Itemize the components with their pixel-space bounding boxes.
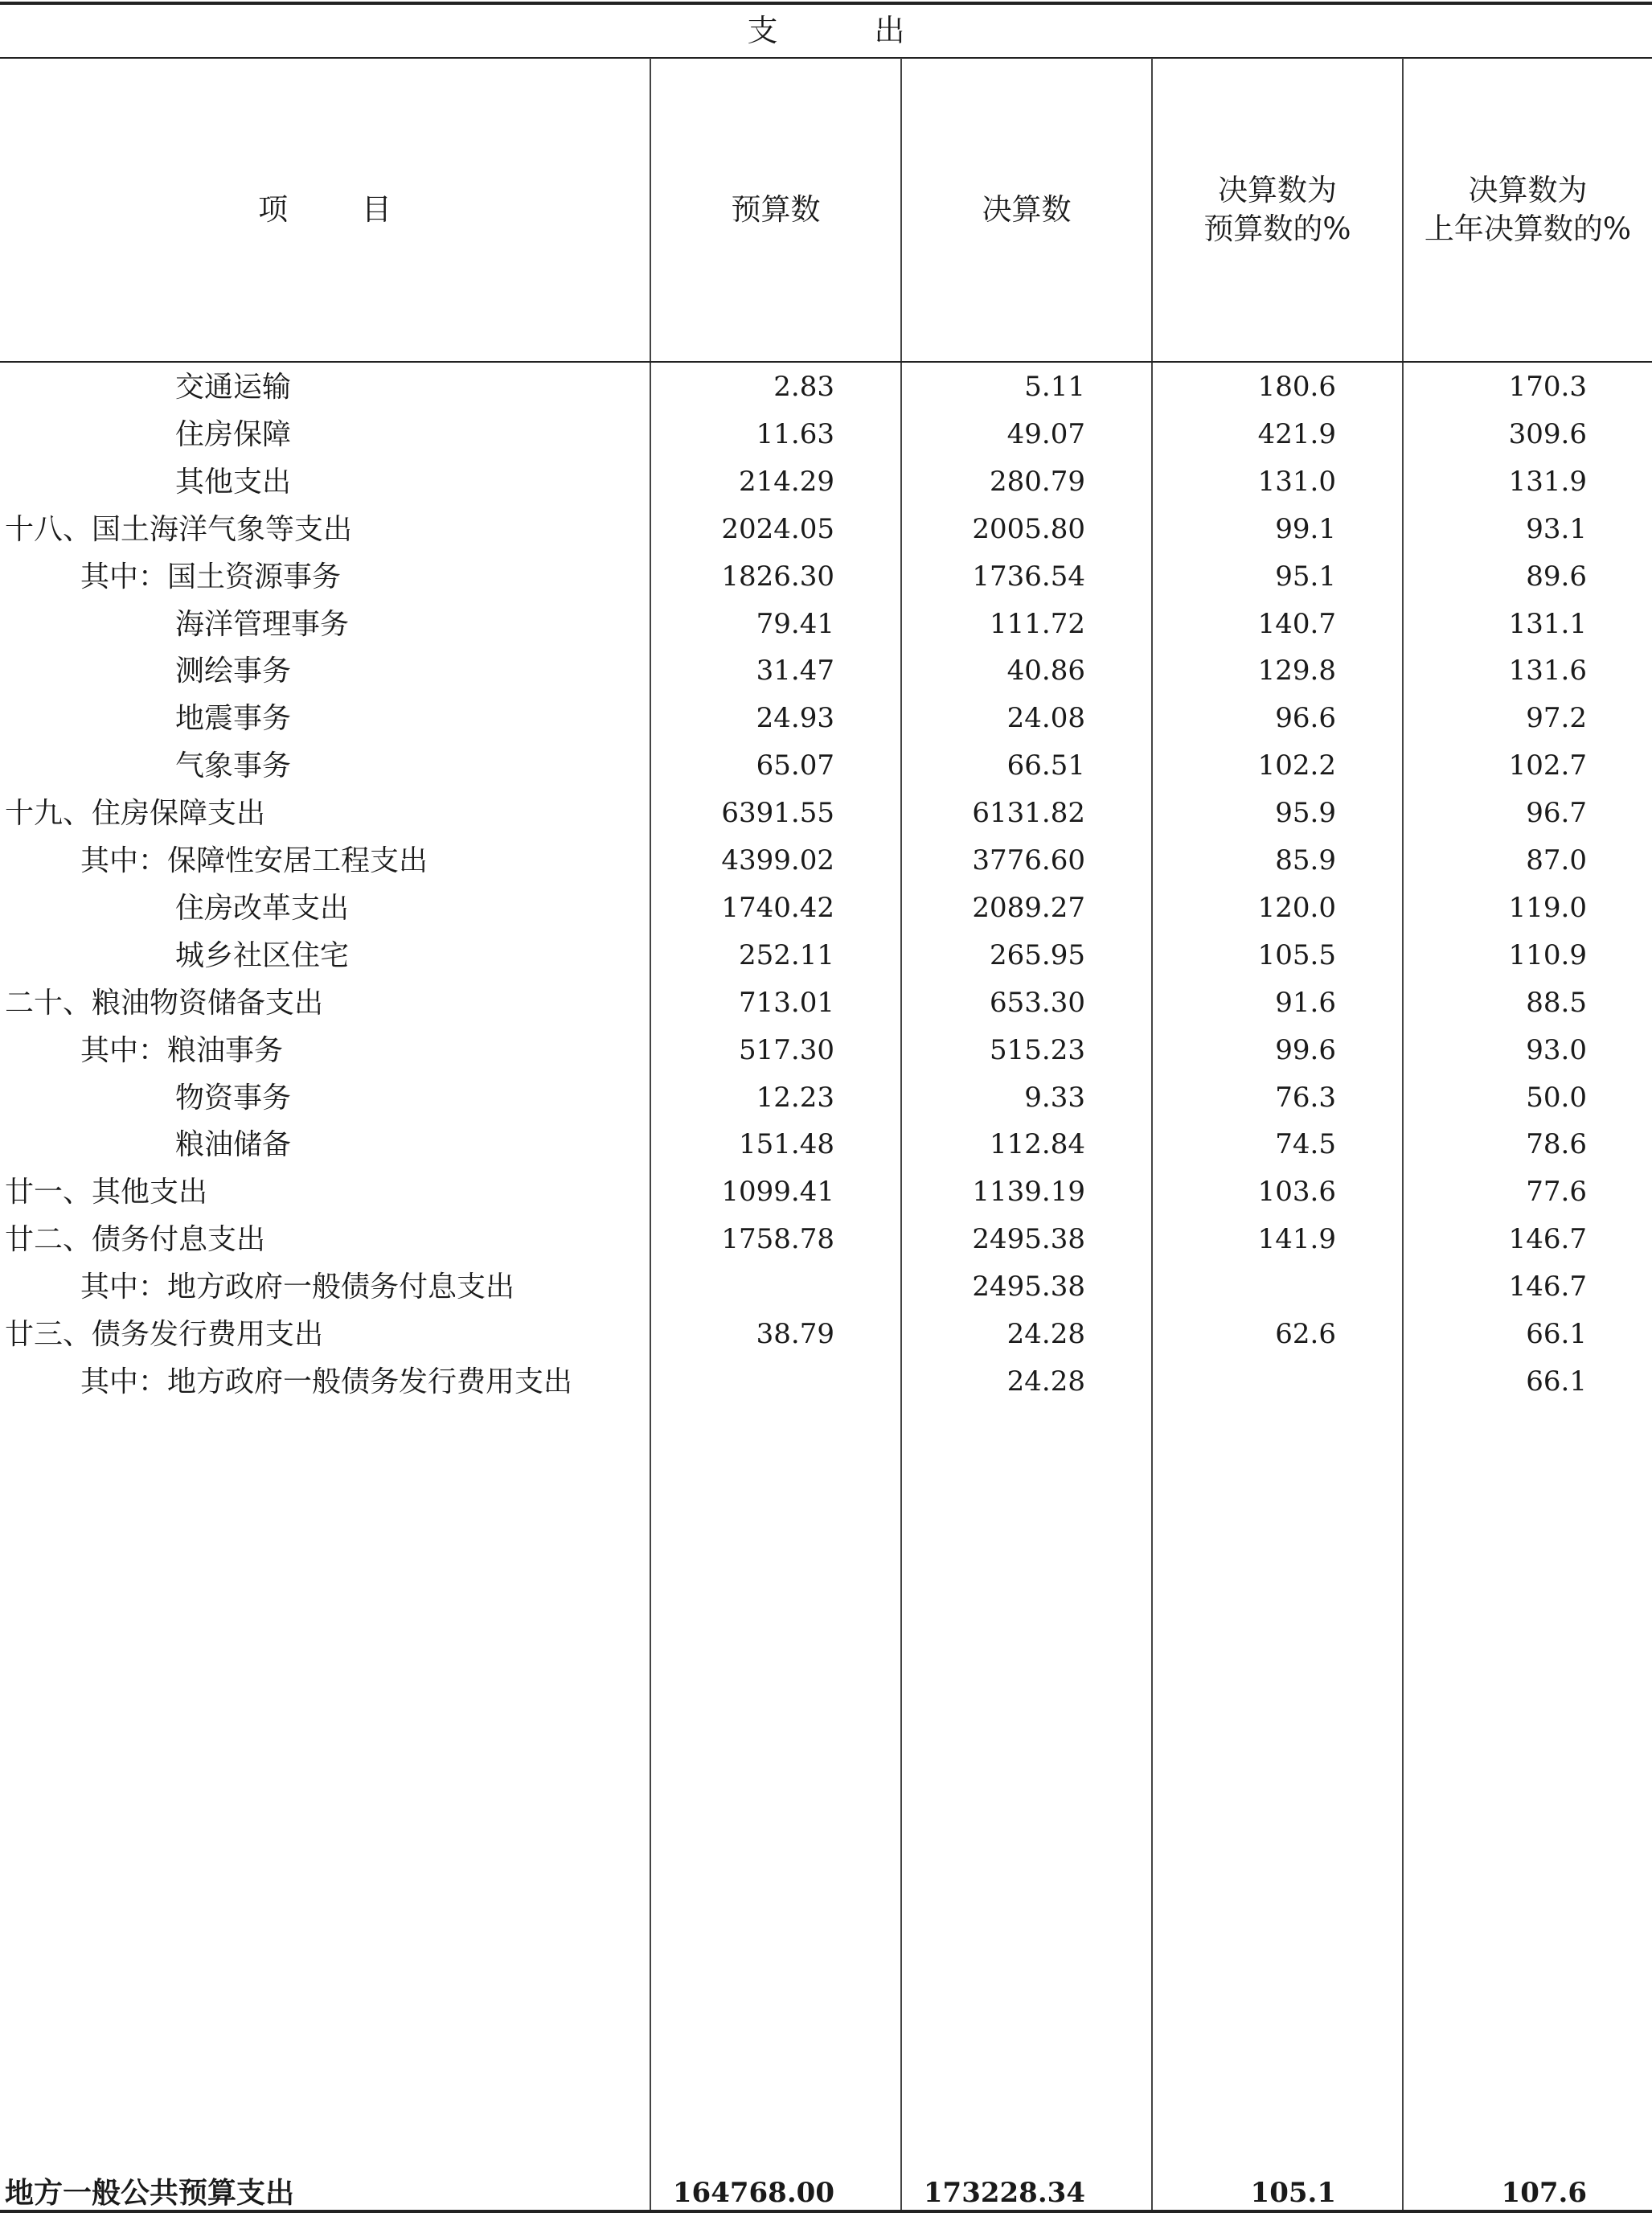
row-pct-last-year: 131.1: [1508, 607, 1587, 640]
row-actual: 653.30: [990, 986, 1085, 1019]
row-pct-last-year: 131.9: [1508, 465, 1587, 498]
row-item-name: 其中：粮油事务: [80, 1033, 284, 1067]
row-item-name: 廿三、债务发行费用支出: [5, 1318, 324, 1351]
row-budget: 11.63: [756, 417, 834, 450]
row-item-name: 粮油储备: [175, 1128, 292, 1162]
row-actual: 2495.38: [972, 1223, 1085, 1256]
row-actual: 1736.54: [972, 560, 1085, 593]
row-budget: 79.41: [756, 607, 834, 640]
row-actual: 280.79: [990, 465, 1085, 498]
row-budget: 12.23: [756, 1081, 834, 1114]
row-pct-last-year: 102.7: [1508, 749, 1587, 782]
table-row: [0, 506, 1652, 553]
header-divider: [0, 361, 1652, 363]
column-header-budget: 预算数: [731, 192, 821, 227]
row-actual: 24.28: [1006, 1365, 1085, 1398]
row-pct-last-year: 87.0: [1526, 844, 1587, 877]
table-row: [0, 1216, 1652, 1263]
row-pct-last-year: 93.0: [1526, 1033, 1587, 1066]
row-item-name: 其他支出: [175, 465, 292, 499]
row-actual: 24.08: [1006, 702, 1085, 735]
row-pct-budget: 95.9: [1275, 797, 1336, 830]
row-pct-last-year: 93.1: [1526, 512, 1587, 545]
column-header-pct-budget: 决算数为 预算数的%: [1203, 173, 1351, 246]
row-budget: 24.93: [756, 702, 834, 735]
row-pct-last-year: 146.7: [1508, 1223, 1587, 1256]
row-pct-last-year: 146.7: [1508, 1271, 1587, 1304]
row-actual: 66.51: [1006, 749, 1085, 782]
table-row: [0, 1074, 1652, 1122]
row-pct-budget: 141.9: [1257, 1223, 1336, 1256]
total-pct-last-year: 107.6: [1501, 2177, 1587, 2209]
table-row: [0, 1121, 1652, 1168]
row-pct-last-year: 50.0: [1526, 1081, 1587, 1114]
row-budget: 151.48: [739, 1128, 834, 1161]
table-bottom-rule: [0, 2210, 1652, 2213]
table-row: [0, 1358, 1652, 1406]
total-pct-budget: 105.1: [1250, 2177, 1336, 2209]
table-row: [0, 553, 1652, 601]
row-budget: 65.07: [756, 749, 834, 782]
table-row: [0, 932, 1652, 979]
table-row: [0, 885, 1652, 932]
row-pct-budget: 105.5: [1257, 938, 1336, 971]
row-item-name: 城乡社区住宅: [175, 938, 350, 972]
table-row: [0, 837, 1652, 885]
row-item-name: 交通运输: [175, 371, 292, 404]
row-budget: 214.29: [739, 465, 834, 498]
row-pct-budget: 120.0: [1257, 891, 1336, 924]
row-pct-budget: 91.6: [1275, 986, 1336, 1019]
row-item-name: 其中：国土资源事务: [80, 560, 342, 593]
row-pct-last-year: 88.5: [1526, 986, 1587, 1019]
table-row: [0, 695, 1652, 742]
row-pct-budget: 103.6: [1257, 1176, 1336, 1209]
row-item-name: 二十、粮油物资储备支出: [5, 986, 324, 1020]
row-pct-last-year: 89.6: [1526, 560, 1587, 593]
row-pct-last-year: 77.6: [1526, 1176, 1587, 1209]
table-row: [0, 790, 1652, 837]
row-pct-budget: 99.1: [1275, 512, 1336, 545]
row-actual: 9.33: [1024, 1081, 1085, 1114]
table-row: [0, 363, 1652, 411]
row-actual: 2089.27: [972, 891, 1085, 924]
table-row: [0, 979, 1652, 1027]
row-budget: [651, 1358, 834, 1406]
row-pct-last-year: 97.2: [1526, 702, 1587, 735]
row-pct-budget: 85.9: [1275, 844, 1336, 877]
row-pct-last-year: 78.6: [1526, 1128, 1587, 1161]
row-pct-budget: [1153, 1263, 1336, 1311]
table-row: [0, 647, 1652, 695]
row-item-name: 廿二、债务付息支出: [5, 1223, 266, 1257]
row-budget: 1826.30: [721, 560, 834, 593]
row-budget: 252.11: [739, 938, 834, 971]
total-actual: 173228.34: [923, 2177, 1085, 2209]
row-pct-budget: [1153, 1358, 1336, 1406]
row-pct-budget: 102.2: [1257, 749, 1336, 782]
table-row: [0, 411, 1652, 458]
row-actual: 40.86: [1006, 655, 1085, 688]
row-pct-last-year: 96.7: [1526, 797, 1587, 830]
row-pct-budget: 96.6: [1275, 702, 1336, 735]
row-pct-budget: 131.0: [1257, 465, 1336, 498]
row-actual: 5.11: [1024, 371, 1085, 403]
row-pct-last-year: 66.1: [1526, 1318, 1587, 1350]
row-pct-budget: 180.6: [1257, 371, 1336, 403]
row-actual: 24.28: [1006, 1318, 1085, 1350]
row-actual: 49.07: [1006, 417, 1085, 450]
row-pct-last-year: 170.3: [1508, 371, 1587, 403]
row-actual: 6131.82: [972, 797, 1085, 830]
column-header-item: 项 目: [258, 192, 424, 227]
row-pct-budget: 74.5: [1275, 1128, 1336, 1161]
table-row: [0, 458, 1652, 506]
row-item-name: 住房改革支出: [175, 891, 350, 925]
row-item-name: 气象事务: [175, 749, 292, 783]
row-pct-budget: 95.1: [1275, 560, 1336, 593]
row-budget: 4399.02: [721, 844, 834, 877]
row-pct-last-year: 110.9: [1508, 938, 1587, 971]
row-item-name: 十八、国土海洋气象等支出: [5, 512, 353, 546]
row-pct-budget: 99.6: [1275, 1033, 1336, 1066]
row-item-name: 物资事务: [175, 1081, 292, 1115]
table-row: [0, 1027, 1652, 1074]
row-budget: 1758.78: [721, 1223, 834, 1256]
row-actual: 111.72: [990, 607, 1085, 640]
row-pct-budget: 129.8: [1257, 655, 1336, 688]
row-budget: 713.01: [739, 986, 834, 1019]
row-pct-last-year: 309.6: [1508, 417, 1587, 450]
total-budget: 164768.00: [672, 2177, 834, 2209]
row-item-name: 海洋管理事务: [175, 607, 350, 641]
row-actual: 265.95: [990, 938, 1085, 971]
row-pct-last-year: 66.1: [1526, 1365, 1587, 1398]
row-item-name: 测绘事务: [175, 655, 292, 688]
row-actual: 3776.60: [972, 844, 1085, 877]
total-row-label: 地方一般公共预算支出: [5, 2176, 295, 2210]
row-budget: 1740.42: [721, 891, 834, 924]
row-item-name: 其中：地方政府一般债务发行费用支出: [80, 1365, 573, 1398]
row-pct-last-year: 119.0: [1508, 891, 1587, 924]
row-pct-budget: 421.9: [1257, 417, 1336, 450]
table-row: [0, 601, 1652, 648]
row-pct-budget: 76.3: [1275, 1081, 1336, 1114]
row-item-name: 地震事务: [175, 702, 292, 736]
row-actual: 112.84: [990, 1128, 1085, 1161]
row-budget: 2024.05: [721, 512, 834, 545]
row-budget: 2.83: [773, 371, 834, 403]
row-item-name: 十九、住房保障支出: [5, 797, 266, 831]
row-budget: 38.79: [756, 1318, 834, 1350]
row-item-name: 住房保障: [175, 417, 292, 451]
row-pct-budget: 62.6: [1275, 1318, 1336, 1350]
row-actual: 2495.38: [972, 1271, 1085, 1304]
table-row: [0, 1263, 1652, 1311]
row-budget: 1099.41: [721, 1176, 834, 1209]
row-budget: 517.30: [739, 1033, 834, 1066]
column-header-pct-last-year: 决算数为 上年决算数的%: [1424, 173, 1632, 246]
row-pct-budget: 140.7: [1257, 607, 1336, 640]
column-header-actual: 决算数: [982, 192, 1072, 227]
table-row: [0, 1168, 1652, 1216]
row-budget: [651, 1263, 834, 1311]
table-title: 支 出: [747, 13, 949, 48]
row-actual: 2005.80: [972, 512, 1085, 545]
row-item-name: 廿一、其他支出: [5, 1176, 208, 1209]
row-budget: 31.47: [756, 655, 834, 688]
row-actual: 515.23: [990, 1033, 1085, 1066]
table-row: [0, 1311, 1652, 1358]
row-budget: 6391.55: [721, 797, 834, 830]
row-actual: 1139.19: [972, 1176, 1085, 1209]
row-item-name: 其中：保障性安居工程支出: [80, 844, 428, 877]
row-pct-last-year: 131.6: [1508, 655, 1587, 688]
row-item-name: 其中：地方政府一般债务付息支出: [80, 1271, 515, 1304]
table-row: [0, 742, 1652, 790]
